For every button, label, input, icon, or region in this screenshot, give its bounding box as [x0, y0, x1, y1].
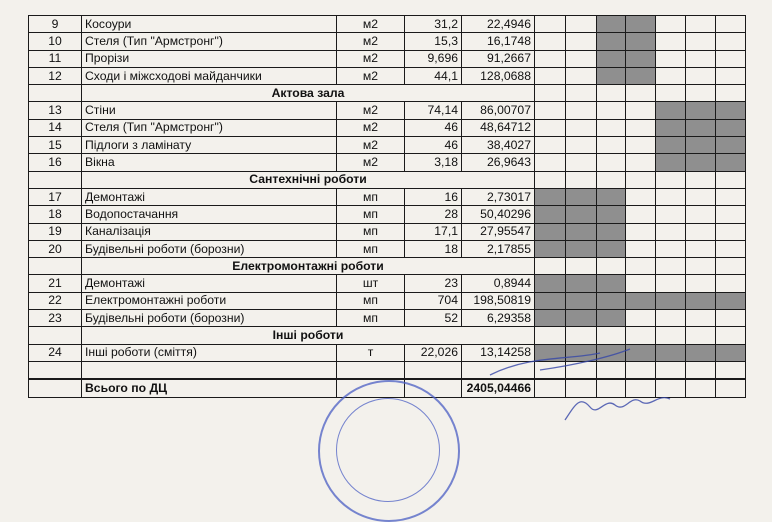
work-name: Косоури	[82, 16, 337, 33]
schedule-cell	[626, 67, 656, 84]
schedule-cell	[535, 275, 566, 292]
unit: мп	[337, 310, 405, 327]
table-row	[29, 137, 746, 154]
schedule-cell	[566, 171, 597, 188]
unit: м2	[337, 137, 405, 154]
unit: м2	[337, 16, 405, 33]
schedule-cell	[566, 85, 597, 102]
cost: 0,8944	[462, 275, 535, 292]
section-num-empty	[29, 258, 82, 275]
schedule-cell	[535, 16, 566, 33]
schedule-cell	[597, 50, 626, 67]
schedule-cell	[686, 67, 716, 84]
row-number: 11	[29, 50, 82, 67]
schedule-cell	[566, 292, 597, 309]
schedule-cell	[626, 240, 656, 257]
quantity: 16	[405, 188, 462, 205]
schedule-cell	[716, 223, 746, 240]
schedule-cell	[656, 310, 686, 327]
schedule-cell	[716, 137, 746, 154]
schedule-cell	[686, 154, 716, 171]
schedule-cell	[597, 85, 626, 102]
schedule-cell	[716, 67, 746, 84]
row-number: 23	[29, 310, 82, 327]
section-num-empty	[29, 171, 82, 188]
row-number: 15	[29, 137, 82, 154]
cost: 91,2667	[462, 50, 535, 67]
schedule-cell	[686, 102, 716, 119]
schedule-cell	[716, 16, 746, 33]
empty-cell	[337, 361, 405, 379]
schedule-cell	[656, 275, 686, 292]
table-row	[29, 292, 746, 309]
schedule-cell	[686, 240, 716, 257]
schedule-cell	[597, 275, 626, 292]
table-row	[29, 275, 746, 292]
schedule-cell	[686, 33, 716, 50]
work-name: Прорізи	[82, 50, 337, 67]
row-number: 9	[29, 16, 82, 33]
schedule-cell	[535, 171, 566, 188]
cost: 13,14258	[462, 344, 535, 361]
schedule-cell	[686, 188, 716, 205]
schedule-cell	[656, 119, 686, 136]
section-title: Електромонтажні роботи	[82, 258, 535, 275]
schedule-cell	[656, 85, 686, 102]
schedule-cell	[716, 119, 746, 136]
row-number: 20	[29, 240, 82, 257]
schedule-cell	[566, 258, 597, 275]
unit: м2	[337, 33, 405, 50]
section-header-row	[29, 258, 746, 275]
schedule-cell	[656, 188, 686, 205]
schedule-cell	[716, 33, 746, 50]
row-number: 13	[29, 102, 82, 119]
signature	[480, 335, 710, 424]
schedule-cell	[716, 275, 746, 292]
schedule-cell	[535, 33, 566, 50]
quantity: 31,2	[405, 16, 462, 33]
table-row	[29, 102, 746, 119]
schedule-cell	[566, 119, 597, 136]
cost: 2,73017	[462, 188, 535, 205]
schedule-cell	[626, 85, 656, 102]
schedule-cell	[566, 275, 597, 292]
unit: мп	[337, 206, 405, 223]
schedule-cell	[716, 240, 746, 257]
row-number: 10	[29, 33, 82, 50]
row-number: 12	[29, 67, 82, 84]
unit: т	[337, 344, 405, 361]
cost: 27,95547	[462, 223, 535, 240]
schedule-cell	[686, 50, 716, 67]
schedule-cell	[686, 119, 716, 136]
work-name: Демонтажі	[82, 275, 337, 292]
schedule-cell	[656, 50, 686, 67]
schedule-cell	[597, 16, 626, 33]
schedule-cell	[597, 240, 626, 257]
schedule-cell	[686, 275, 716, 292]
work-name: Стеля (Тип "Армстронг")	[82, 119, 337, 136]
schedule-cell	[626, 275, 656, 292]
schedule-cell	[626, 119, 656, 136]
table-row	[29, 16, 746, 33]
total-num-empty	[29, 379, 82, 397]
schedule-cell	[535, 67, 566, 84]
work-name: Стіни	[82, 102, 337, 119]
bleed-through-text	[170, 190, 590, 230]
section-title: Сантехнічні роботи	[82, 171, 535, 188]
schedule-cell	[566, 240, 597, 257]
unit: мп	[337, 223, 405, 240]
cost: 128,0688	[462, 67, 535, 84]
quantity: 52	[405, 310, 462, 327]
schedule-cell	[686, 16, 716, 33]
unit: мп	[337, 240, 405, 257]
schedule-cell	[626, 33, 656, 50]
schedule-cell	[566, 33, 597, 50]
schedule-cell	[535, 137, 566, 154]
empty-cell	[405, 361, 462, 379]
schedule-cell	[716, 85, 746, 102]
official-seal	[318, 380, 460, 522]
cost: 50,40296	[462, 206, 535, 223]
schedule-cell	[597, 102, 626, 119]
schedule-cell	[535, 119, 566, 136]
schedule-cell	[597, 223, 626, 240]
quantity: 15,3	[405, 33, 462, 50]
quantity: 46	[405, 119, 462, 136]
quantity: 46	[405, 137, 462, 154]
schedule-cell	[656, 67, 686, 84]
schedule-cell	[597, 171, 626, 188]
schedule-cell	[597, 119, 626, 136]
schedule-cell	[566, 50, 597, 67]
schedule-cell	[626, 258, 656, 275]
schedule-cell	[535, 292, 566, 309]
schedule-cell	[597, 292, 626, 309]
row-number: 16	[29, 154, 82, 171]
schedule-cell	[597, 310, 626, 327]
row-number: 18	[29, 206, 82, 223]
schedule-cell	[626, 102, 656, 119]
schedule-cell	[535, 50, 566, 67]
schedule-cell	[716, 379, 746, 397]
schedule-cell	[597, 258, 626, 275]
schedule-cell	[716, 102, 746, 119]
schedule-cell	[656, 258, 686, 275]
schedule-cell	[566, 154, 597, 171]
table-row	[29, 50, 746, 67]
work-name: Будівельні роботи (борозни)	[82, 310, 337, 327]
unit: м2	[337, 102, 405, 119]
schedule-cell	[716, 50, 746, 67]
schedule-cell	[535, 154, 566, 171]
schedule-cell	[626, 206, 656, 223]
row-number: 19	[29, 223, 82, 240]
unit: мп	[337, 188, 405, 205]
schedule-cell	[597, 188, 626, 205]
schedule-cell	[626, 154, 656, 171]
schedule-cell	[716, 206, 746, 223]
schedule-cell	[716, 171, 746, 188]
schedule-cell	[535, 240, 566, 257]
unit: м2	[337, 154, 405, 171]
unit: м2	[337, 50, 405, 67]
schedule-cell	[686, 292, 716, 309]
schedule-cell	[716, 327, 746, 344]
section-header-row	[29, 171, 746, 188]
schedule-cell	[566, 137, 597, 154]
schedule-cell	[656, 292, 686, 309]
work-name: Будівельні роботи (борозни)	[82, 240, 337, 257]
schedule-cell	[656, 137, 686, 154]
schedule-cell	[716, 361, 746, 379]
total-label: Всього по ДЦ	[82, 379, 337, 397]
quantity: 74,14	[405, 102, 462, 119]
table-row	[29, 119, 746, 136]
schedule-cell	[686, 171, 716, 188]
schedule-cell	[626, 137, 656, 154]
schedule-cell	[626, 171, 656, 188]
schedule-cell	[626, 310, 656, 327]
table-row	[29, 33, 746, 50]
schedule-cell	[656, 171, 686, 188]
work-name: Демонтажі	[82, 188, 337, 205]
work-name: Каналізація	[82, 223, 337, 240]
schedule-cell	[535, 85, 566, 102]
schedule-cell	[626, 188, 656, 205]
row-number: 17	[29, 188, 82, 205]
unit: м2	[337, 119, 405, 136]
schedule-cell	[686, 223, 716, 240]
cost: 48,64712	[462, 119, 535, 136]
empty-cell	[29, 361, 82, 379]
schedule-cell	[656, 206, 686, 223]
schedule-cell	[656, 154, 686, 171]
schedule-cell	[597, 154, 626, 171]
schedule-cell	[535, 310, 566, 327]
schedule-cell	[716, 292, 746, 309]
schedule-cell	[656, 33, 686, 50]
schedule-cell	[656, 240, 686, 257]
schedule-cell	[716, 344, 746, 361]
work-name: Стеля (Тип "Армстронг")	[82, 33, 337, 50]
schedule-cell	[656, 223, 686, 240]
unit: мп	[337, 292, 405, 309]
quantity: 44,1	[405, 67, 462, 84]
quantity: 22,026	[405, 344, 462, 361]
schedule-cell	[686, 310, 716, 327]
schedule-cell	[686, 85, 716, 102]
table-row	[29, 67, 746, 84]
schedule-cell	[716, 188, 746, 205]
schedule-cell	[716, 154, 746, 171]
schedule-cell	[597, 206, 626, 223]
table-row	[29, 310, 746, 327]
quantity: 17,1	[405, 223, 462, 240]
work-name: Інші роботи (сміття)	[82, 344, 337, 361]
cost: 16,1748	[462, 33, 535, 50]
schedule-cell	[656, 16, 686, 33]
section-header-row	[29, 85, 746, 102]
quantity: 9,696	[405, 50, 462, 67]
quantity: 18	[405, 240, 462, 257]
schedule-cell	[716, 310, 746, 327]
schedule-cell	[686, 258, 716, 275]
section-num-empty	[29, 327, 82, 344]
table-row	[29, 240, 746, 257]
schedule-cell	[686, 137, 716, 154]
work-name: Підлоги з ламінату	[82, 137, 337, 154]
quantity: 704	[405, 292, 462, 309]
schedule-cell	[566, 67, 597, 84]
empty-cell	[82, 361, 337, 379]
schedule-cell	[656, 102, 686, 119]
schedule-cell	[566, 16, 597, 33]
row-number: 14	[29, 119, 82, 136]
schedule-cell	[626, 50, 656, 67]
unit: шт	[337, 275, 405, 292]
section-title: Інші роботи	[82, 327, 535, 344]
schedule-cell	[597, 67, 626, 84]
work-name: Вікна	[82, 154, 337, 171]
row-number: 24	[29, 344, 82, 361]
schedule-cell	[566, 310, 597, 327]
schedule-cell	[535, 258, 566, 275]
schedule-cell	[597, 137, 626, 154]
cost: 2,17855	[462, 240, 535, 257]
schedule-cell	[566, 102, 597, 119]
cost: 22,4946	[462, 16, 535, 33]
cost: 6,29358	[462, 310, 535, 327]
cost: 198,50819	[462, 292, 535, 309]
section-title: Актова зала	[82, 85, 535, 102]
table-row	[29, 154, 746, 171]
schedule-cell	[686, 206, 716, 223]
total-cost: 2405,04466	[462, 379, 535, 397]
quantity: 3,18	[405, 154, 462, 171]
cost: 38,4027	[462, 137, 535, 154]
quantity: 23	[405, 275, 462, 292]
cost: 86,00707	[462, 102, 535, 119]
schedule-cell	[626, 223, 656, 240]
schedule-cell	[597, 33, 626, 50]
schedule-cell	[535, 102, 566, 119]
quantity: 28	[405, 206, 462, 223]
seal-inner-ring	[336, 398, 440, 502]
schedule-cell	[626, 292, 656, 309]
row-number: 22	[29, 292, 82, 309]
section-num-empty	[29, 85, 82, 102]
work-name: Сходи і міжсходові майданчики	[82, 67, 337, 84]
unit: м2	[337, 67, 405, 84]
work-name: Електромонтажні роботи	[82, 292, 337, 309]
schedule-cell	[716, 258, 746, 275]
work-name: Водопостачання	[82, 206, 337, 223]
schedule-cell	[626, 16, 656, 33]
cost: 26,9643	[462, 154, 535, 171]
row-number: 21	[29, 275, 82, 292]
